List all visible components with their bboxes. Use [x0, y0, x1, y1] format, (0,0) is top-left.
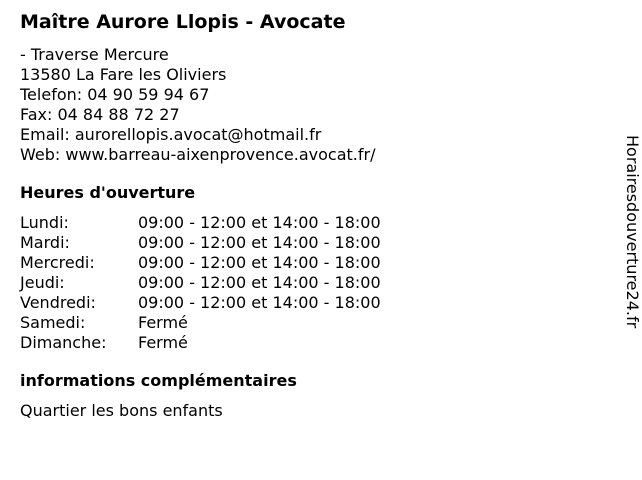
page-title: Maître Aurore Llopis - Avocate	[20, 11, 346, 33]
hours-row-friday	[20, 293, 600, 313]
additional-info-heading: informations complémentaires	[20, 371, 297, 390]
hours-row-saturday	[20, 313, 600, 333]
additional-info-text: Quartier les bons enfants	[20, 401, 223, 420]
address-street: - Traverse Mercure	[20, 45, 169, 64]
hours-time-value: 09:00 - 12:00 et 14:00 - 18:00	[138, 273, 381, 292]
email-line: Email: aurorellopis.avocat@hotmail.fr	[20, 125, 322, 144]
hours-row-wednesday	[20, 253, 600, 273]
hours-day-label: Mercredi:	[20, 253, 95, 272]
hours-day-label: Jeudi:	[20, 273, 65, 292]
web-line: Web: www.barreau-aixenprovence.avocat.fr/	[20, 145, 376, 164]
opening-hours-heading: Heures d'ouverture	[20, 183, 196, 202]
fax-line: Fax: 04 84 88 72 27	[20, 105, 180, 124]
phone-line: Telefon: 04 90 59 94 67	[20, 85, 210, 104]
hours-day-label: Mardi:	[20, 233, 70, 252]
hours-row-sunday	[20, 333, 600, 353]
hours-time-value: 09:00 - 12:00 et 14:00 - 18:00	[138, 213, 381, 232]
hours-day-label: Vendredi:	[20, 293, 96, 312]
hours-time-value: 09:00 - 12:00 et 14:00 - 18:00	[138, 293, 381, 312]
site-watermark: Horairesdouverture24.fr	[623, 135, 642, 329]
contact-block	[20, 45, 600, 165]
address-city: 13580 La Fare les Oliviers	[20, 65, 227, 84]
opening-hours-table	[20, 213, 600, 353]
hours-row-monday	[20, 213, 600, 233]
hours-time-value: Fermé	[138, 333, 188, 352]
hours-time-value: 09:00 - 12:00 et 14:00 - 18:00	[138, 253, 381, 272]
hours-time-value: Fermé	[138, 313, 188, 332]
hours-row-thursday	[20, 273, 600, 293]
hours-time-value: 09:00 - 12:00 et 14:00 - 18:00	[138, 233, 381, 252]
hours-day-label: Dimanche:	[20, 333, 107, 352]
hours-row-tuesday	[20, 233, 600, 253]
listing-card	[20, 10, 600, 421]
hours-day-label: Samedi:	[20, 313, 86, 332]
hours-day-label: Lundi:	[20, 213, 69, 232]
